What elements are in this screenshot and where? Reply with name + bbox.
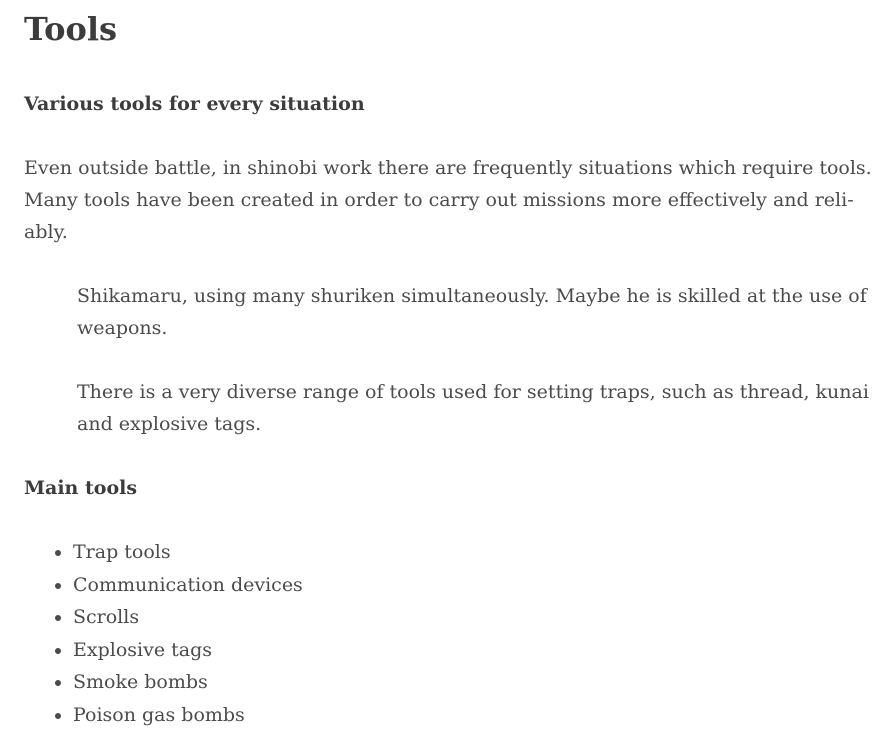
list-item: • Scrolls [73,601,853,634]
list-item: • Smoke bombs [73,666,853,699]
caption-line: and explosive tags. [77,413,262,435]
list-item: • Explosive tags [73,634,853,667]
caption-line: Shikamaru, using many shuriken simultaneously. Maybe he is skilled at the use of [77,285,867,307]
page-subtitle: Various tools for every situation [24,93,365,115]
list-item: • Poison gas bombs [73,699,853,732]
section-heading-main-tools: Main tools [24,477,138,499]
article [24,8,872,732]
intro-line: ably. [24,221,68,243]
list-item: • Trap tools [73,536,853,569]
intro-line: Many tools have been created in order to carry out missions more effectively and reli- [24,189,854,211]
caption-paragraph-traps [77,376,869,440]
list-item: • Communication devices [73,569,853,602]
caption-line: weapons. [77,317,168,339]
intro-paragraph [24,152,872,248]
caption-line: There is a very diverse range of tools used for setting traps, such as thread, kunai [77,381,869,403]
intro-line: Even outside battle, in shinobi work there are frequently situations which require tools. [24,157,872,179]
page-title: Tools [24,10,117,48]
tools-list [24,536,853,732]
caption-paragraph-shuriken [77,280,867,344]
